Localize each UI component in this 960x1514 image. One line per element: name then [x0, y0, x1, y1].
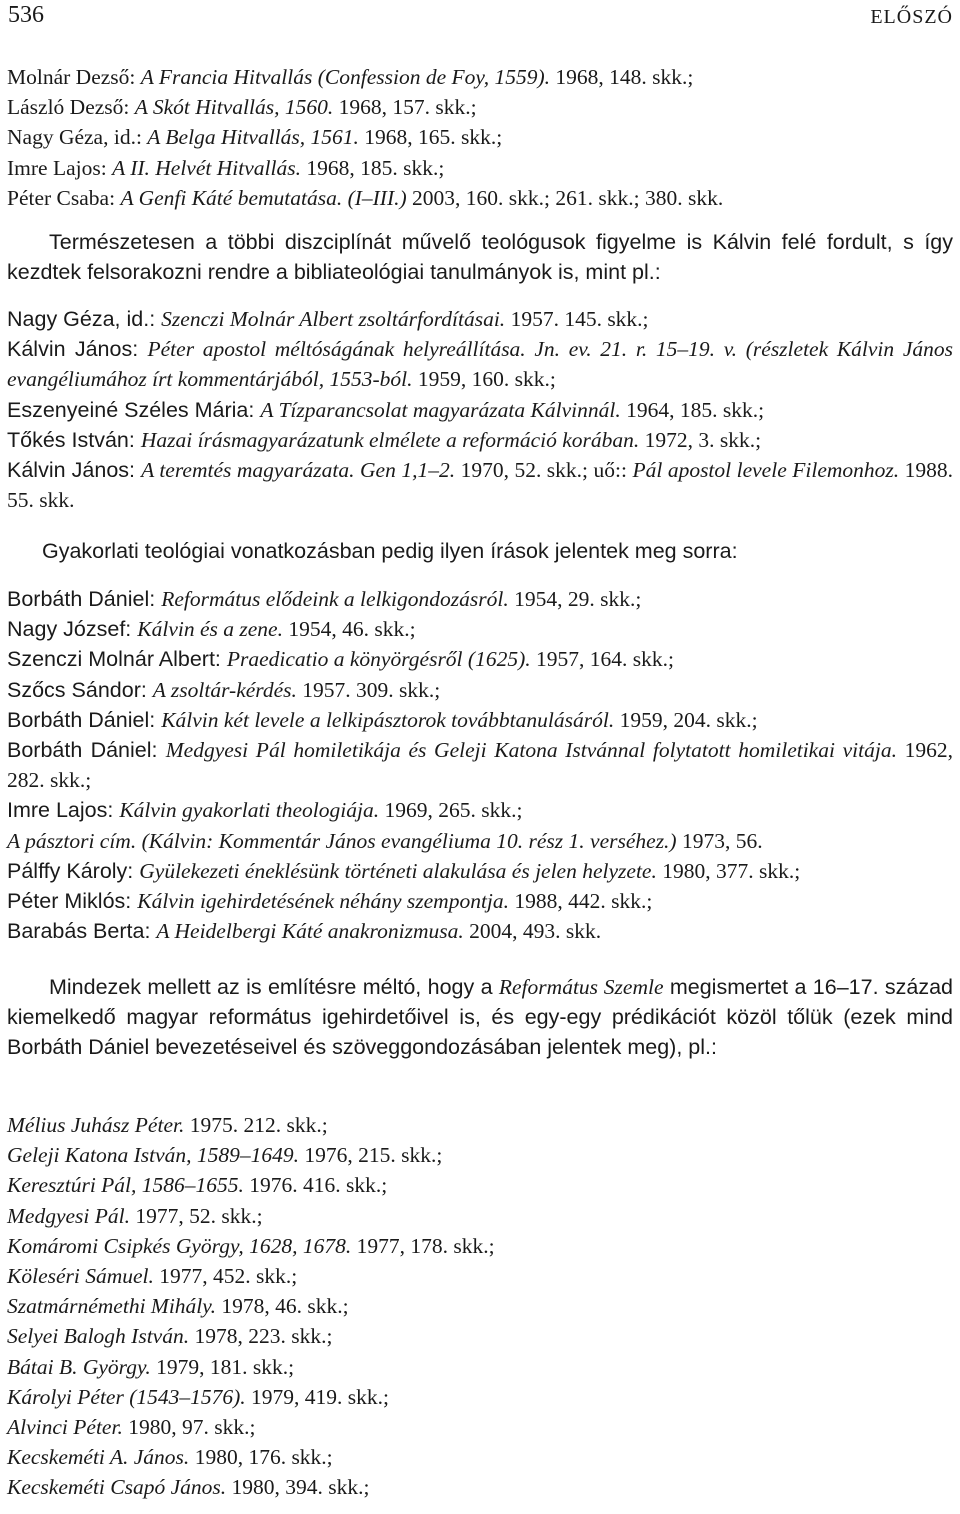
list-item: Pálffy Károly: Gyülekezeti éneklésünk történeti alakulása és jelen helyzete. 1980, 377. skk.; [7, 858, 801, 883]
list-item: Bátai B. György. 1979, 181. skk.; [7, 1354, 295, 1379]
list-item: Borbáth Dániel: Medgyesi Pál homiletikája és Geleji Katona Istvánnal folytatott homiletikai vitája. 1962, 282. skk.; [7, 738, 953, 793]
list-item: Szőcs Sándor: A zsoltár-kérdés. 1957. 309. skk.; [7, 677, 441, 702]
list-item: Szenczi Molnár Albert: Praedicatio a könyörgésről (1625). 1957, 164. skk.; [7, 647, 674, 672]
list-item: Nagy Géza, id.: A Belga Hitvallás, 1561. 1968, 165. skk.; [7, 125, 503, 150]
list-item: Imre Lajos: A II. Helvét Hitvallás. 1968, 185. skk.; [7, 155, 445, 180]
list-item: Keresztúri Pál, 1586–1655. 1976. 416. skk.; [7, 1173, 388, 1198]
sermon-list [7, 1110, 953, 1502]
list-item: Tőkés István: Hazai írásmagyarázatunk elmélete a reformáció korában. 1972, 3. skk.; [7, 427, 762, 452]
list-item: Nagy József: Kálvin és a zene. 1954, 46. skk.; [7, 617, 416, 642]
list-item: Molnár Dezső: A Francia Hitvallás (Confession de Foy, 1559). 1968, 148. skk.; [7, 65, 694, 89]
list-item: Medgyesi Pál. 1977, 52. skk.; [7, 1203, 263, 1228]
list-item: Geleji Katona István, 1589–1649. 1976, 215. skk.; [7, 1143, 443, 1168]
page-header [0, 0, 960, 30]
list-item: Nagy Géza, id.: Szenczi Molnár Albert zsoltárfordításai. 1957. 145. skk.; [7, 307, 649, 331]
list-item: Károlyi Péter (1543–1576). 1979, 419. skk.; [7, 1384, 389, 1409]
list-item: Eszenyeiné Széles Mária: A Tízparancsolat magyarázata Kálvinnál. 1964, 185. skk.; [7, 397, 765, 422]
list-item: László Dezső: A Skót Hitvallás, 1560. 1968, 157. skk.; [7, 95, 477, 120]
page-number: 536 [8, 2, 44, 28]
list-item: Barabás Berta: A Heidelbergi Káté anakronizmusa. 2004, 493. skk. [7, 919, 602, 944]
list-item: Péter Miklós: Kálvin igehirdetésének néhány szempontja. 1988, 442. skk.; [7, 889, 653, 914]
list-item: Kecskeméti A. János. 1980, 176. skk.; [7, 1445, 333, 1470]
confession-list [7, 62, 953, 213]
list-item: Mélius Juhász Péter. 1975. 212. skk.; [7, 1113, 328, 1137]
list-item: A pásztori cím. (Kálvin: Kommentár János evangéliuma 10. rész 1. verséhez.) 1973, 56. [7, 828, 763, 853]
list-item: Borbáth Dániel: Református elődeink a lelkigondozásról. 1954, 29. skk.; [7, 587, 642, 611]
paragraph-biblical-studies: Természetesen a többi diszciplínát művelő teológusok figyelme is Kálvin felé fordult, s így kezdtek felsorakozni rendre a bibliateológiai tanulmányok is, mint pl.: [7, 230, 953, 285]
paragraph-sermons: Mindezek mellett az is említésre méltó, hogy a Református Szemle megismertet a 16–17. század kiemelkedő magyar református igehirdetőivel is, és egy-egy prédikációt közöl tőlük (ezek mind Borbáth Dániel bevezetéseivel és szöveggondozásában jelentek meg), pl.: [7, 975, 954, 1060]
list-item: Alvinci Péter. 1980, 97. skk.; [7, 1414, 256, 1439]
list-item: Selyei Balogh István. 1978, 223. skk.; [7, 1324, 333, 1349]
biblical-studies-list [7, 304, 953, 515]
paragraph-practical-theology: Gyakorlati teológiai vonatkozásban pedig ilyen írások jelentek meg sorra: [42, 539, 738, 563]
list-item: Komáromi Csipkés György, 1628, 1678. 1977, 178. skk.; [7, 1233, 495, 1258]
running-head: ELŐSZÓ [870, 6, 953, 28]
practical-theology-list [7, 584, 953, 946]
list-item: Péter Csaba: A Genfi Káté bemutatása. (I–III.) 2003, 160. skk.; 261. skk.; 380. skk. [7, 185, 724, 210]
list-item: Kecskeméti Csapó János. 1980, 394. skk.; [7, 1475, 370, 1500]
list-item: Köleséri Sámuel. 1977, 452. skk.; [7, 1263, 298, 1288]
list-item: Szatmárnémethi Mihály. 1978, 46. skk.; [7, 1294, 349, 1319]
list-item: Imre Lajos: Kálvin gyakorlati theologiája. 1969, 265. skk.; [7, 798, 523, 823]
list-item: Kálvin János: A teremtés magyarázata. Gen 1,1–2. 1970, 52. skk.; uő:: Pál apostol levele Filemonhoz. 1988. 55. skk. [7, 458, 954, 513]
list-item: Borbáth Dániel: Kálvin két levele a lelkipásztorok továbbtanulásáról. 1959, 204. skk.; [7, 707, 758, 732]
list-item: Kálvin János: Péter apostol méltóságának helyreállítása. Jn. ev. 21. r. 15–19. v. (részletek Kálvin János evangéliumához írt kommentárjából, 1553-ból. 1959, 160. skk.; [7, 337, 954, 392]
